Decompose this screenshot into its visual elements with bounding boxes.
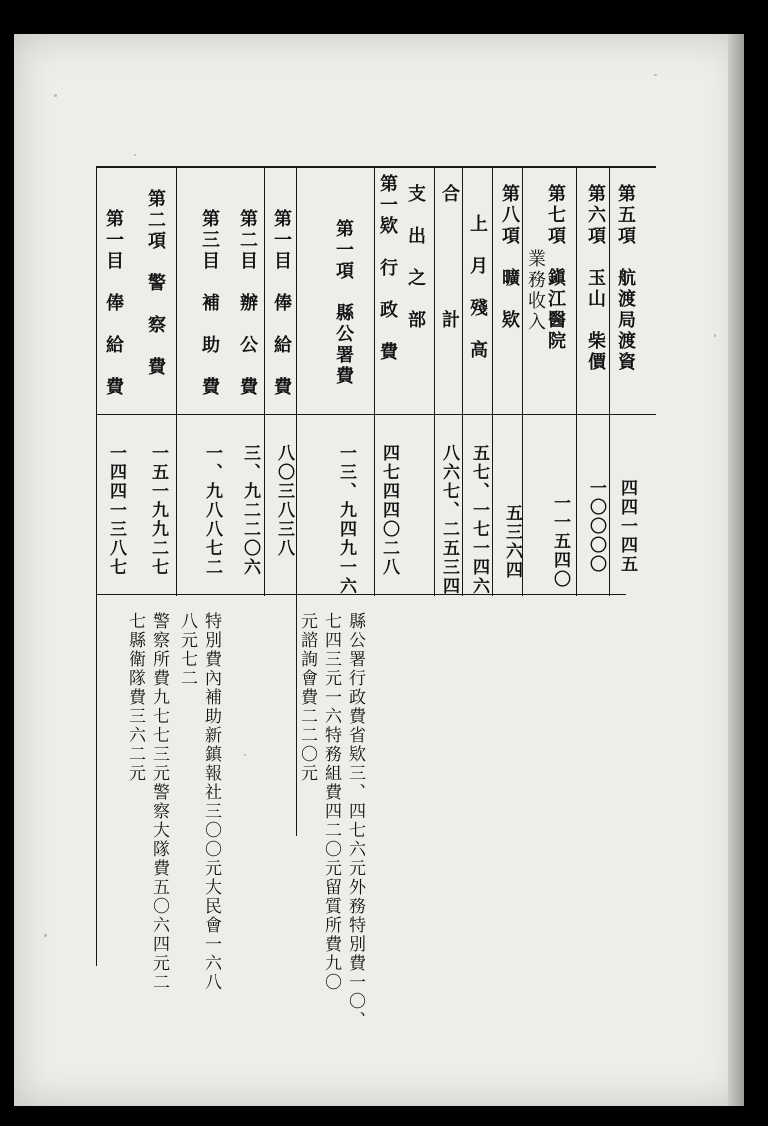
scan-speck [244,754,246,756]
row-label: 第六項 玉山 柴價 [585,184,606,373]
scan-speck [714,334,716,337]
row-label: 第八項 曠 欵 [499,184,520,331]
scan-speck [54,94,57,97]
row-amount: 一、九八八七二 [202,444,222,577]
note-line: 警察所費九七七三元警察大隊費五〇六四元二 [149,612,169,992]
row-label: 第二項 警 察 費 [145,189,166,378]
table-mid-rule [96,414,656,415]
page-spine [728,34,744,1106]
note-line: 元諮詢會費二二〇元 [297,612,317,783]
scan-speck [44,934,47,937]
row-amount: 一〇〇〇〇 [586,479,606,574]
scan-speck [654,74,657,76]
row-amount: 一五一九九二七 [148,444,168,577]
column-rule [374,166,375,596]
document-page [14,34,744,1106]
row-sublabel: 業務收入 [525,249,546,333]
column-rule [609,166,610,596]
row-label: 上 月 殘 高 [467,214,488,361]
column-rule [176,166,177,596]
note-line: 縣公署行政費省欵三、四七六元外務特別費一〇、 [345,612,365,1030]
row-label: 第七項 鎭江醫院 [545,184,566,352]
column-rule [522,166,523,596]
row-amount: 五三六四 [502,504,522,580]
row-label: 第二目 辦 公 費 [237,209,258,398]
column-rule [264,166,265,596]
scan-speck [134,154,136,156]
column-rule [576,166,577,596]
row-amount: 一三、九四九一六 [336,444,356,596]
note-line: 七四三元一六特務組費四二〇元留質所費九〇 [321,612,341,992]
row-amount: 八六七、二五三四 [439,444,459,596]
row-amount: 四七四四〇二八 [379,444,399,577]
row-amount: 八〇三八三八 [274,444,294,558]
section-heading: 支 出 之 部 [405,184,426,331]
column-rule [462,166,463,596]
column-rule [96,166,97,966]
row-amount: 五七、一七一四六 [469,444,489,596]
column-rule [492,166,493,596]
row-label: 第五項 航渡局渡資 [615,184,636,373]
column-rule [434,166,435,596]
table-top-rule [96,166,656,168]
row-label: 第三目 補 助 費 [199,209,220,398]
note-line: 八元七二 [177,612,197,688]
row-amount: 四四一四五 [617,479,637,574]
row-amount: 三、九二二〇六 [240,444,260,577]
row-amount: 一四四一三八七 [106,444,126,577]
note-line: 特別費內補助新鎮報社三〇〇元大民會一六八 [201,612,221,992]
row-label: 合 計 [439,184,460,331]
row-label: 第一目 俸 給 費 [271,209,292,398]
note-line: 七縣衛隊費三六二元 [125,612,145,783]
row-label: 第一欵 行 政 費 [377,174,398,363]
row-label: 第一項 縣公署費 [333,219,354,387]
row-amount: 一一五四〇 [550,494,570,589]
row-label: 第一目 俸 給 費 [103,209,124,398]
